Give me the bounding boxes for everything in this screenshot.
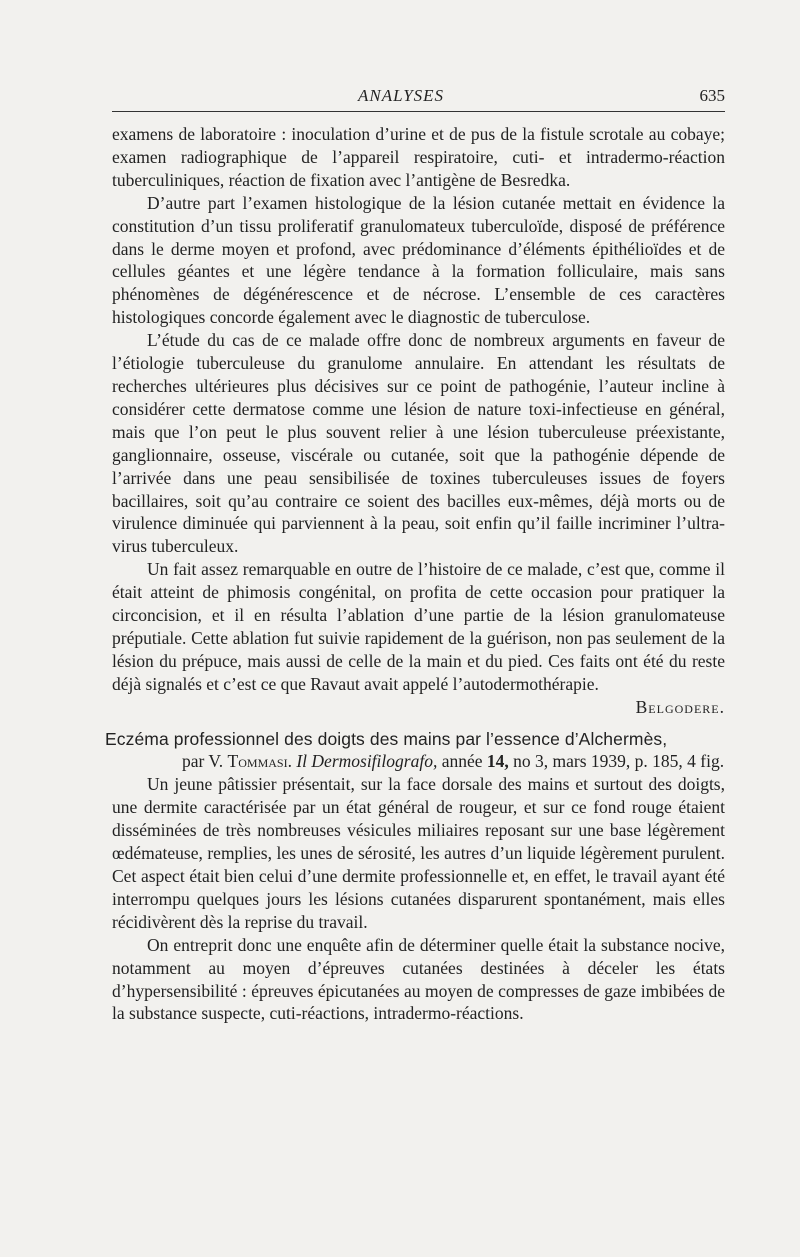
citation-author: Tommasi. bbox=[227, 751, 292, 772]
citation-details: no 3, mars 1939, p. 185, 4 fig. bbox=[513, 751, 725, 772]
paragraph: L’étude du cas de ce malade offre donc de nombreux arguments en faveur de l’étiologie tuberculeuse du granulome annulaire. En attendant les résultats de recherches ultérieures plus décisives sur ce point de pathogénie, l’auteur incline à considérer cette dermatose comme une lésion de nature toxi-infectieuse en général, mais que l’on peut le plus souvent relier à une lésion tuberculeuse préexistante, ganglionnaire, osseuse, viscérale ou cutanée, soit que la pathogénie dépende de l’arrivée dans une peau sensibilisée de toxines tuberculeuses issues de foyers bacillaires, soit qu’au contraire ce soient des bacilles eux-mêmes, déjà morts ou de virulence diminuée qui parviennent à la peau, soit enfin qu’il faille incriminer l’ultra-virus tuberculeux. bbox=[112, 330, 725, 557]
paragraph: D’autre part l’examen histologique de la lésion cutanée mettait en évidence la constitution d’un tissu proliferatif granulomateux tuberculoïde, disposé de préférence dans le derme moyen et profond, avec prédominance d’éléments épithélioïdes et de cellules géantes et une légère tendance à la formation folliculaire, mais sans phénomènes de dégénérescence et de nécrose. L’ensemble de ces caractères histologiques concorde également avec le diagnostic de tuberculose. bbox=[112, 192, 725, 328]
citation-par: par V. bbox=[182, 751, 224, 772]
citation-annee: année bbox=[441, 751, 483, 772]
body-text bbox=[105, 123, 725, 1025]
page-header bbox=[112, 86, 725, 110]
paragraph: On entreprit donc une enquête afin de déterminer quelle était la substance nocive, notamment au moyen d’épreuves cutanées destinées à déceler les états d’hypersensibilité : épreuves épicutanées au moyen de compresses de gaze imbibées de la substance suspecte, cuti-réactions, intradermo-réactions. bbox=[112, 934, 725, 1024]
paragraph: examens de laboratoire : inoculation d’urine et de pus de la fistule scrotale au cobaye; examen radiographique de l’appareil respiratoire, cuti- et intradermo-réaction tuberculiniques, réaction de fixation avec l’antigène de Besredka. bbox=[112, 124, 725, 190]
citation-volume: 14, bbox=[486, 751, 509, 772]
citation-journal: Il Dermosifilografo, bbox=[296, 751, 438, 772]
signature: Belgodere. bbox=[635, 696, 725, 717]
article-title: Eczéma professionnel des doigts des mains par l’essence d’Alchermès, bbox=[105, 728, 668, 749]
page-number: 635 bbox=[699, 86, 725, 105]
paragraph: Un fait assez remarquable en outre de l’histoire de ce malade, c’est que, comme il était atteint de phimosis congénital, on profita de cette occasion pour pratiquer la circoncision, et il en résulta l’ablation d’une partie de la lésion granulomateuse préputiale. Cette ablation fut suivie rapidement de la guérison, non pas seulement de la lésion du prépuce, mais aussi de celle de la main et du pied. Ces faits ont été du reste déjà signalés et c’est ce que Ravaut avait appelé l’autodermothérapie. bbox=[112, 559, 725, 694]
paragraph: Un jeune pâtissier présentait, sur la face dorsale des mains et surtout des doigts, une dermite caractérisée par un état général de rougeur, et sur ce fond rouge étaient disséminées de très nombreuses vésicules miliaires reposant sur une base légèrement œdémateuse, remplies, les unes de sérosité, les autres d’un liquide légèrement purulent. Cet aspect était bien celui d’une dermite professionnelle et, en effet, le travail ayant été interrompu quelques jours les lésions cutanées disparurent spontanément, mais elles récidivèrent dès la reprise du travail. bbox=[112, 774, 725, 932]
header-rule bbox=[112, 111, 725, 112]
running-title: ANALYSES bbox=[358, 86, 445, 105]
article-citation bbox=[112, 750, 725, 773]
